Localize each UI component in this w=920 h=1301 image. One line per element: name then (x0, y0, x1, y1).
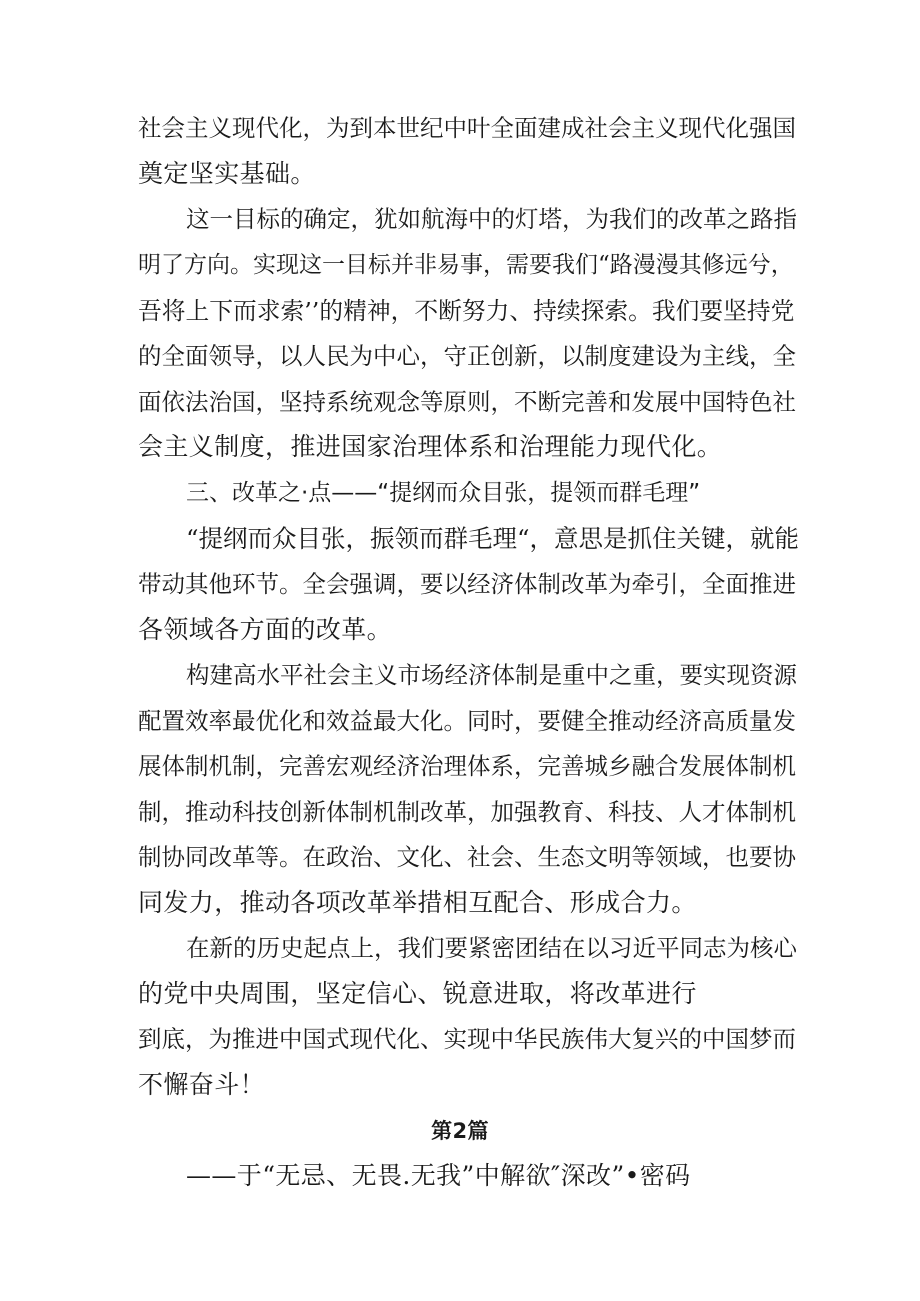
text-line: 构建高水平社会主义市场经济体制是重中之重，要实现资源 (186, 661, 797, 689)
chapter-subtitle: ——于“无忌、无畏.无我”中解欲″深改”•密码 (186, 1161, 691, 1190)
text-line: 配置效率最优化和效益最大化。同时，要健全推动经济高质量发 (138, 707, 796, 735)
text-line: 奠定坚实基础。 (138, 159, 316, 188)
text-line: 不懈奋斗！ (138, 1070, 266, 1099)
text-line: 各领域各方面的改革。 (138, 615, 393, 644)
section-heading: 三、改革之·点——“提纲而众目张，提领而群毛理” (186, 480, 701, 506)
text-line: 制协同改革等。在政治、文化、社会、生态文明等领域，也要协 (138, 843, 796, 871)
text-line: 在新的历史起点上，我们要紧密团结在以习近平同志为核心 (186, 934, 797, 962)
text-line: 的党中央周围，坚定信心、锐意进取，将改革进行 (138, 979, 697, 1008)
text-line: 面依法治国，坚持系统观念等原则，不断完善和发展中国特色社 (138, 388, 796, 416)
text-line: 明了方向。实现这一目标并非易事，需要我们“路漫漫其修远兮， (138, 252, 794, 278)
text-line: “提纲而众目张，振领而群毛理“，意思是抓住关键，就能 (186, 524, 800, 553)
text-line: 的全面领导，以人民为中心，守正创新，以制度建设为主线，全 (138, 342, 796, 370)
text-line: 吾将上下而求索’’的精神，不断努力、持续探索。我们要坚持党 (138, 297, 795, 325)
text-line: 会主义制度，推进国家治理体系和治理能力现代化。 (138, 432, 723, 461)
text-line: 这一目标的确定，犹如航海中的灯塔，为我们的改革之路指 (186, 205, 797, 233)
text-line: 社会主义现代化，为到本世纪中叶全面建成社会主义现代化强国 (138, 114, 796, 142)
text-line: 同发力，推动各项改革举措相互配合、形成合力。 (138, 888, 697, 917)
text-line: 带动其他环节。全会强调，要以经济体制改革为牵引，全面推进 (138, 570, 796, 598)
text-line: 到底，为推进中国式现代化、实现中华民族伟大复兴的中国梦而 (138, 1025, 796, 1053)
chapter-title: 第2篇 (431, 1119, 489, 1143)
text-line: 制，推动科技创新体制机制改革，加强教育、科技、人才体制机 (138, 798, 796, 826)
text-line: 展体制机制，完善宏观经济治理体系，完善城乡融合发展体制机 (138, 752, 796, 780)
